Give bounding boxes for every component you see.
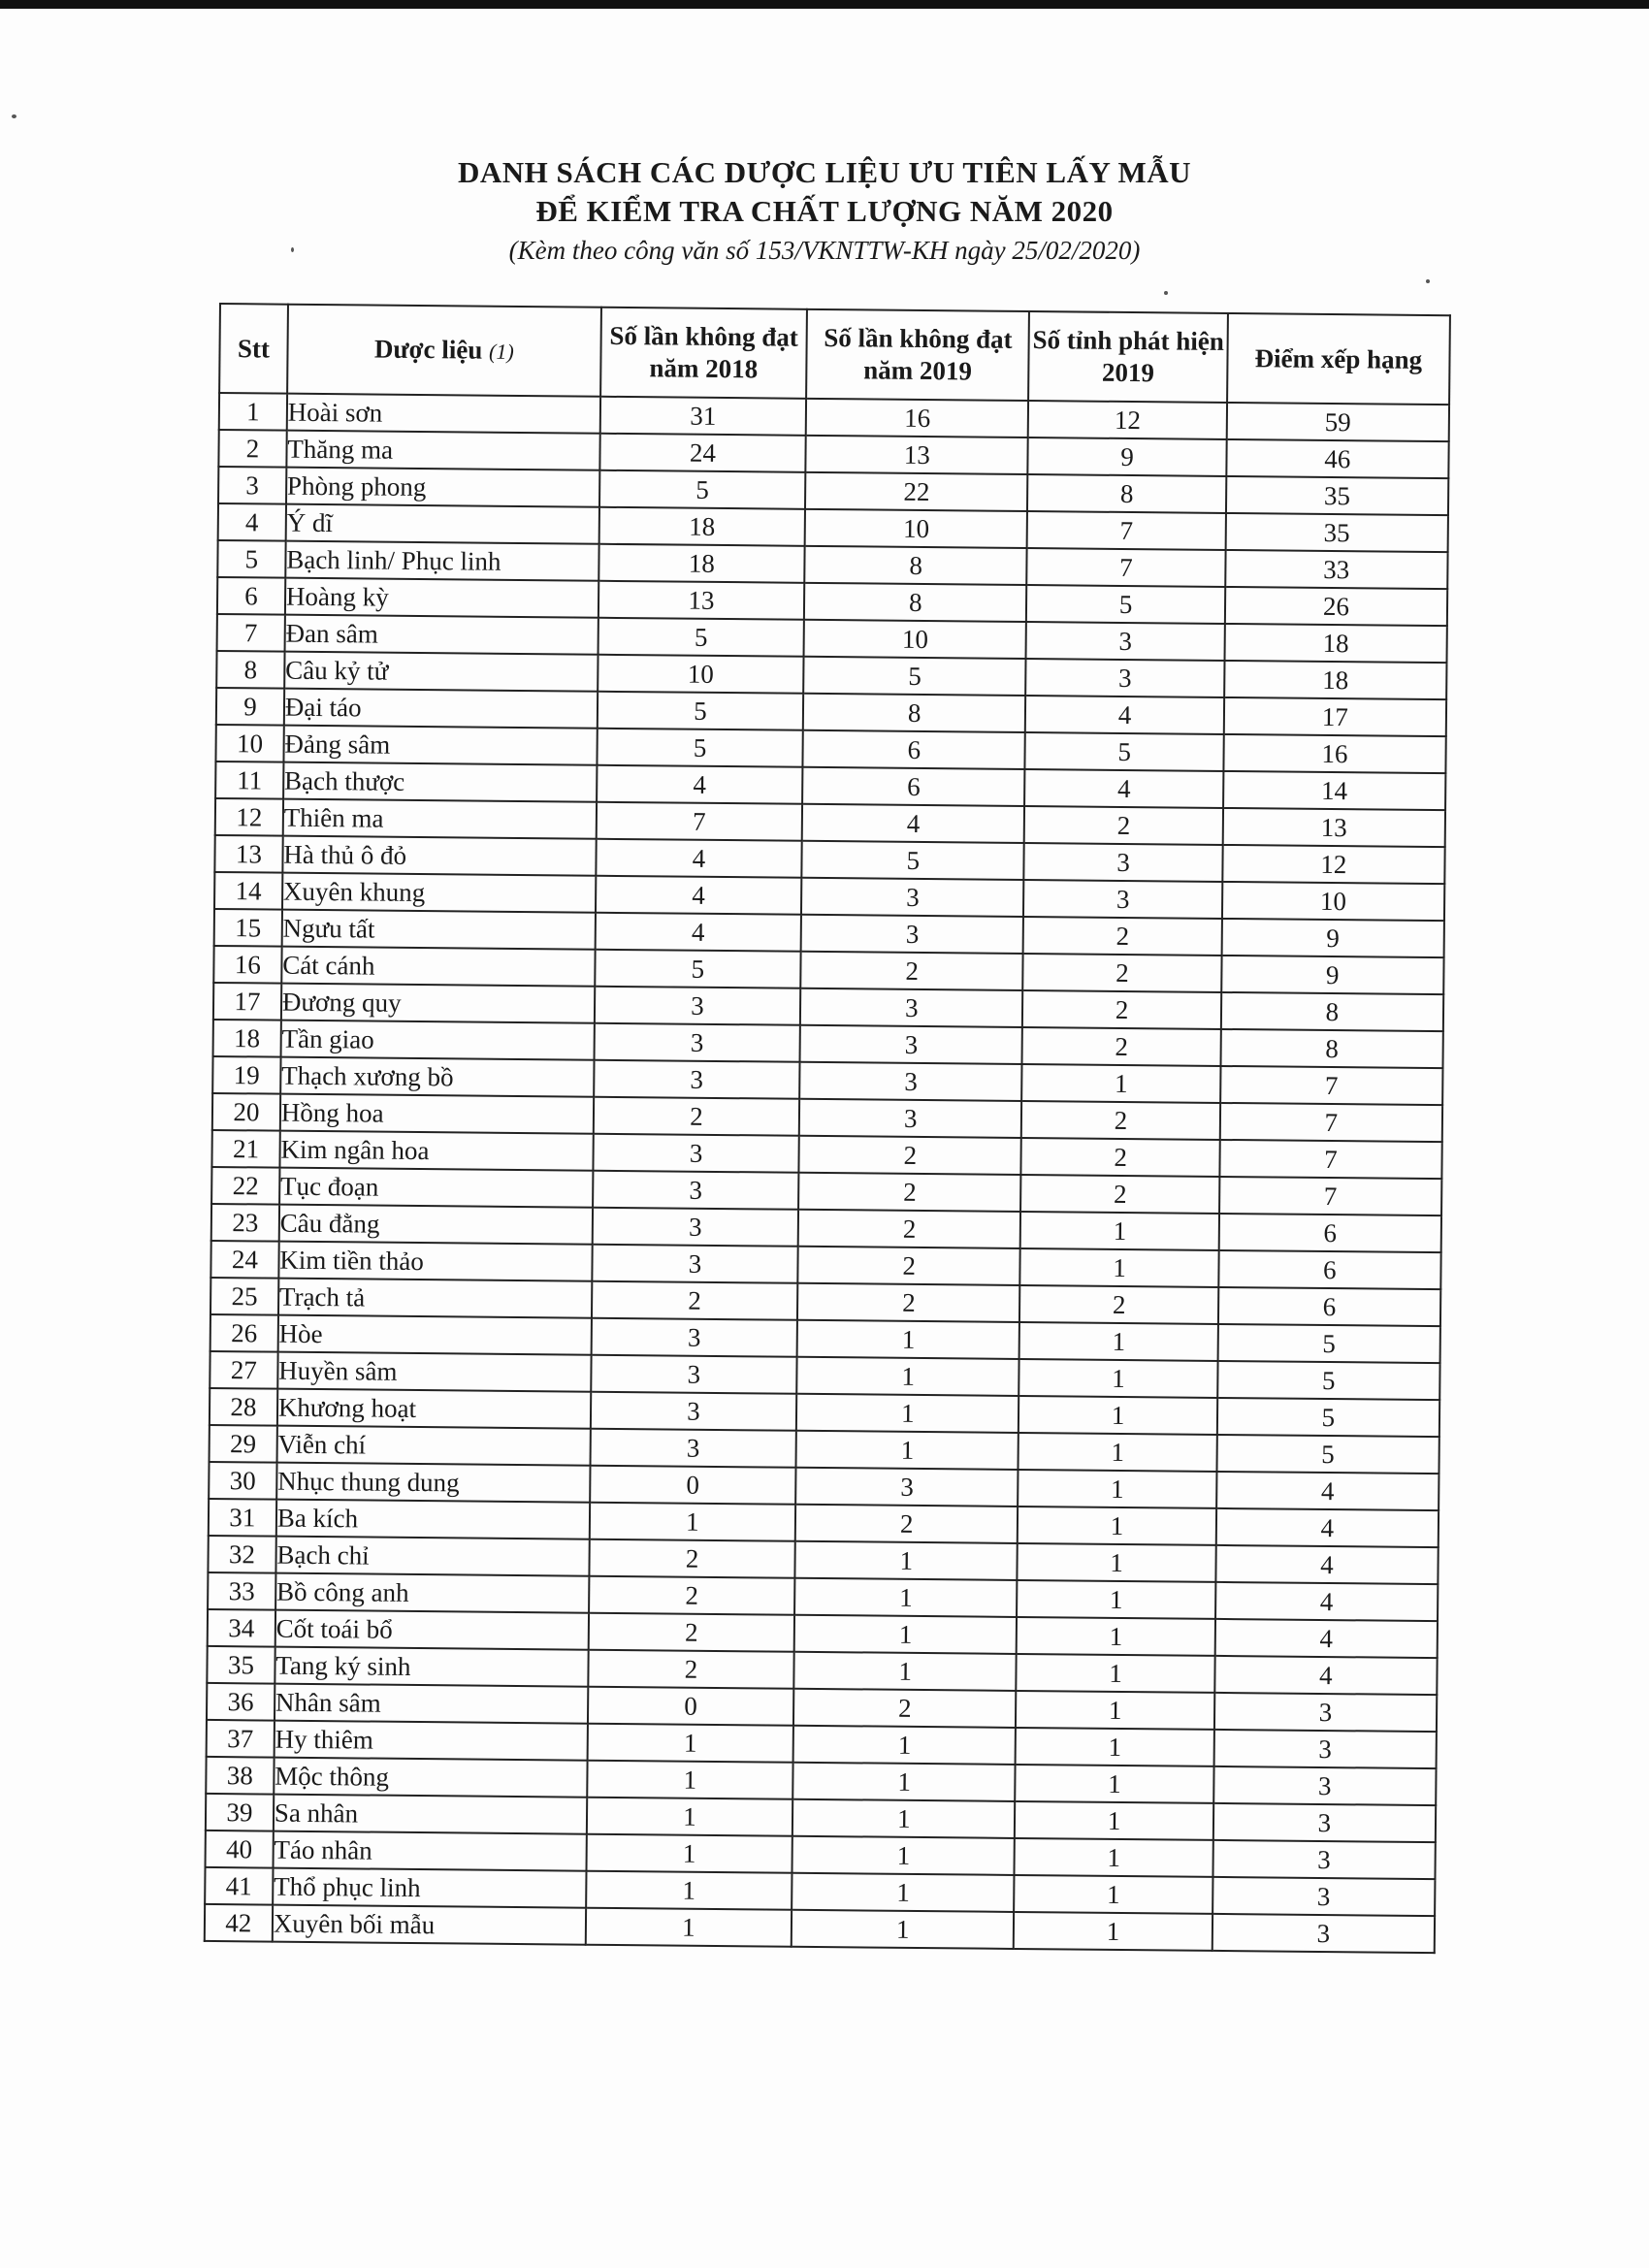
cell-fail-2018: 13	[598, 581, 805, 620]
cell-provinces-2019: 1	[1015, 1801, 1213, 1840]
cell-fail-2019: 16	[806, 399, 1029, 437]
document-subtitle: (Kèm theo công văn số 153/VKNTTW-KH ngày 25/02/2020)	[508, 236, 1141, 265]
cell-stt: 27	[210, 1351, 277, 1389]
cell-stt: 29	[210, 1425, 277, 1463]
cell-provinces-2019: 1	[1020, 1212, 1219, 1250]
cell-score: 13	[1222, 808, 1445, 847]
cell-herb-name: Sa nhân	[274, 1795, 587, 1834]
cell-herb-name: Đan sâm	[284, 615, 598, 655]
footnote-marker: (1)	[488, 339, 514, 364]
cell-provinces-2019: 1	[1018, 1433, 1217, 1472]
scan-speck	[12, 114, 16, 118]
cell-score: 4	[1214, 1656, 1438, 1695]
cell-stt: 37	[207, 1720, 275, 1758]
scan-speck	[1164, 291, 1168, 295]
cell-score: 8	[1221, 992, 1444, 1031]
cell-score: 18	[1224, 661, 1447, 699]
cell-fail-2019: 1	[794, 1578, 1018, 1617]
cell-provinces-2019: 1	[1015, 1838, 1213, 1877]
cell-stt: 38	[206, 1757, 274, 1795]
cell-fail-2019: 1	[795, 1541, 1018, 1580]
cell-fail-2018: 3	[591, 1355, 797, 1394]
column-header-score: Điểm xếp hạng	[1227, 313, 1450, 405]
cell-herb-name: Xuyên bối mẫu	[273, 1905, 586, 1945]
cell-score: 5	[1217, 1361, 1440, 1400]
cell-stt: 22	[211, 1167, 279, 1205]
cell-score: 12	[1222, 845, 1445, 884]
cell-stt: 34	[208, 1609, 275, 1647]
cell-provinces-2019: 1	[1017, 1654, 1215, 1693]
cell-provinces-2019: 2	[1024, 806, 1223, 845]
cell-herb-name: Thổ phục linh	[273, 1868, 586, 1908]
cell-stt: 17	[213, 983, 281, 1021]
cell-fail-2019: 2	[797, 1283, 1020, 1322]
scan-speck	[1426, 279, 1430, 283]
cell-score: 5	[1216, 1435, 1439, 1474]
cell-fail-2018: 1	[586, 1871, 792, 1910]
cell-provinces-2019: 1	[1018, 1507, 1216, 1545]
cell-score: 7	[1219, 1103, 1442, 1142]
cell-herb-name: Đại táo	[284, 689, 598, 729]
cell-herb-name: Xuyên khung	[282, 873, 596, 913]
cell-fail-2018: 5	[598, 692, 804, 730]
cell-provinces-2019: 2	[1022, 1027, 1221, 1066]
cell-score: 26	[1225, 587, 1448, 626]
cell-score: 4	[1215, 1582, 1439, 1621]
cell-score: 16	[1223, 734, 1446, 773]
cell-score: 59	[1226, 403, 1449, 441]
cell-stt: 39	[206, 1794, 274, 1831]
cell-stt: 8	[216, 651, 284, 689]
cell-provinces-2019: 1	[1018, 1470, 1217, 1508]
cell-stt: 13	[214, 835, 282, 873]
cell-score: 18	[1224, 624, 1447, 663]
cell-score: 10	[1222, 882, 1445, 921]
cell-provinces-2019: 4	[1025, 696, 1224, 734]
cell-fail-2019: 2	[800, 952, 1023, 990]
cell-stt: 1	[219, 393, 287, 431]
cell-score: 5	[1217, 1398, 1440, 1437]
cell-herb-name: Mộc thông	[274, 1758, 587, 1798]
cell-fail-2018: 3	[593, 1171, 799, 1210]
cell-provinces-2019: 2	[1023, 917, 1222, 956]
cell-stt: 15	[214, 909, 282, 947]
column-header-stt: Stt	[219, 304, 288, 394]
cell-fail-2019: 1	[793, 1652, 1017, 1691]
cell-herb-name: Đương quy	[281, 984, 595, 1023]
cell-fail-2019: 1	[796, 1357, 1019, 1396]
cell-stt: 5	[217, 540, 285, 578]
cell-provinces-2019: 3	[1026, 622, 1225, 661]
cell-fail-2018: 3	[590, 1429, 796, 1468]
cell-stt: 19	[212, 1056, 280, 1094]
cell-herb-name: Thăng ma	[286, 431, 599, 470]
cell-herb-name: Kim ngân hoa	[279, 1131, 593, 1171]
cell-herb-name: Hà thủ ô đỏ	[282, 836, 596, 876]
cell-fail-2019: 3	[800, 1025, 1023, 1064]
cell-fail-2019: 2	[795, 1505, 1018, 1543]
cell-score: 7	[1220, 1066, 1443, 1105]
cell-stt: 11	[215, 761, 283, 799]
cell-stt: 26	[210, 1314, 278, 1352]
cell-fail-2018: 2	[589, 1539, 795, 1578]
cell-provinces-2019: 7	[1027, 548, 1226, 587]
cell-stt: 28	[210, 1388, 277, 1426]
cell-fail-2019: 2	[793, 1689, 1017, 1728]
cell-fail-2019: 8	[804, 583, 1027, 622]
cell-stt: 24	[210, 1241, 278, 1279]
cell-score: 3	[1212, 1840, 1436, 1879]
cell-fail-2019: 3	[799, 1099, 1022, 1138]
cell-fail-2019: 8	[803, 694, 1026, 732]
cell-fail-2018: 18	[598, 544, 805, 583]
cell-stt: 25	[210, 1278, 278, 1315]
cell-stt: 4	[218, 503, 286, 541]
cell-stt: 35	[207, 1646, 275, 1684]
cell-fail-2019: 1	[793, 1726, 1017, 1765]
cell-herb-name: Đảng sâm	[283, 726, 597, 765]
cell-stt: 42	[205, 1904, 273, 1942]
cell-score: 14	[1223, 771, 1446, 810]
cell-herb-name: Thạch xương bồ	[280, 1057, 594, 1097]
cell-stt: 21	[211, 1130, 279, 1168]
cell-herb-name: Tục đoạn	[279, 1168, 593, 1208]
cell-score: 3	[1212, 1877, 1436, 1916]
cell-fail-2019: 1	[792, 1910, 1015, 1949]
cell-fail-2019: 22	[805, 472, 1028, 511]
cell-stt: 20	[212, 1093, 280, 1131]
cell-herb-name: Câu đằng	[279, 1205, 593, 1245]
cell-score: 3	[1214, 1693, 1438, 1732]
cell-provinces-2019: 1	[1016, 1691, 1214, 1730]
cell-provinces-2019: 5	[1026, 585, 1225, 624]
cell-herb-name: Khương hoạt	[277, 1389, 591, 1429]
cell-herb-name: Nhân sâm	[275, 1684, 588, 1724]
cell-stt: 12	[215, 798, 283, 836]
cell-provinces-2019: 3	[1026, 659, 1225, 697]
cell-fail-2019: 8	[804, 546, 1027, 585]
cell-score: 8	[1220, 1029, 1443, 1068]
cell-fail-2019: 3	[801, 915, 1024, 954]
cell-score: 46	[1226, 439, 1449, 478]
cell-fail-2018: 18	[598, 507, 805, 546]
cell-stt: 33	[208, 1572, 275, 1610]
cell-stt: 3	[218, 467, 286, 504]
cell-fail-2019: 10	[805, 509, 1028, 548]
cell-stt: 30	[209, 1462, 276, 1500]
cell-herb-name: Hòe	[277, 1315, 591, 1355]
cell-stt: 6	[217, 577, 285, 615]
cell-stt: 32	[208, 1536, 275, 1573]
cell-provinces-2019: 9	[1028, 437, 1227, 476]
cell-fail-2019: 5	[803, 657, 1026, 696]
cell-herb-name: Kim tiền thảo	[278, 1242, 592, 1281]
cell-stt: 7	[217, 614, 285, 652]
cell-fail-2018: 3	[594, 1023, 800, 1062]
cell-fail-2019: 1	[792, 1763, 1016, 1801]
cell-fail-2018: 2	[594, 1097, 800, 1136]
cell-fail-2019: 6	[802, 767, 1025, 806]
cell-fail-2018: 3	[593, 1134, 799, 1173]
cell-provinces-2019: 1	[1018, 1543, 1216, 1582]
cell-score: 4	[1214, 1619, 1438, 1658]
column-header-name: Dược liệu (1)	[287, 305, 601, 397]
cell-herb-name: Ngưu tất	[281, 910, 595, 950]
cell-stt: 10	[215, 725, 283, 762]
cell-score: 4	[1216, 1472, 1439, 1510]
cell-provinces-2019: 2	[1022, 990, 1221, 1029]
cell-herb-name: Thiên ma	[283, 799, 597, 839]
cell-score: 3	[1213, 1803, 1437, 1842]
cell-stt: 40	[206, 1831, 274, 1868]
cell-herb-name: Ý dĩ	[285, 504, 598, 544]
cell-fail-2018: 1	[587, 1761, 793, 1799]
cell-fail-2018: 3	[592, 1245, 798, 1283]
cell-fail-2019: 1	[797, 1320, 1020, 1359]
cell-score: 35	[1226, 476, 1449, 515]
cell-stt: 18	[213, 1020, 281, 1057]
cell-fail-2018: 3	[594, 1060, 800, 1099]
cell-provinces-2019: 2	[1019, 1285, 1218, 1324]
cell-fail-2019: 3	[799, 1062, 1022, 1101]
cell-fail-2019: 1	[796, 1394, 1019, 1433]
cell-fail-2018: 2	[589, 1576, 795, 1615]
cell-score: 9	[1221, 956, 1444, 994]
cell-fail-2018: 4	[597, 765, 803, 804]
cell-fail-2018: 5	[597, 729, 803, 767]
cell-provinces-2019: 1	[1019, 1322, 1218, 1361]
cell-herb-name: Tần giao	[280, 1021, 594, 1060]
cell-fail-2019: 3	[800, 988, 1023, 1027]
scan-top-edge	[0, 0, 1649, 9]
cell-fail-2018: 4	[596, 876, 802, 915]
cell-herb-name: Hoàng kỳ	[285, 578, 598, 618]
cell-fail-2019: 3	[801, 878, 1024, 917]
cell-fail-2018: 3	[592, 1208, 798, 1247]
cell-provinces-2019: 1	[1016, 1765, 1214, 1803]
cell-fail-2019: 13	[805, 436, 1028, 474]
cell-fail-2018: 3	[595, 987, 801, 1025]
cell-provinces-2019: 1	[1020, 1248, 1219, 1287]
cell-fail-2019: 1	[796, 1431, 1019, 1470]
cell-herb-name: Bồ công anh	[275, 1573, 589, 1613]
cell-herb-name: Hồng hoa	[280, 1094, 594, 1134]
cell-fail-2019: 1	[792, 1799, 1016, 1838]
cell-herb-name: Phòng phong	[286, 468, 599, 507]
column-header-fail-2019: Số lần không đạt năm 2019	[806, 309, 1029, 401]
cell-provinces-2019: 1	[1018, 1396, 1217, 1435]
cell-herb-name: Cốt toái bổ	[275, 1610, 589, 1650]
cell-fail-2018: 5	[599, 470, 806, 509]
cell-score: 7	[1219, 1177, 1442, 1215]
cell-herb-name: Trạch tả	[278, 1279, 592, 1318]
cell-herb-name: Nhục thung dung	[276, 1463, 590, 1503]
cell-provinces-2019: 8	[1027, 474, 1226, 513]
cell-fail-2019: 5	[801, 841, 1024, 880]
cell-herb-name: Bạch linh/ Phục linh	[285, 541, 598, 581]
cell-score: 3	[1213, 1730, 1437, 1768]
cell-provinces-2019: 4	[1024, 769, 1223, 808]
cell-fail-2019: 2	[798, 1173, 1021, 1212]
cell-fail-2019: 10	[804, 620, 1027, 659]
cell-fail-2018: 2	[588, 1650, 794, 1689]
column-header-provinces-2019: Số tỉnh phát hiện 2019	[1028, 311, 1227, 403]
cell-fail-2018: 3	[591, 1392, 797, 1431]
cell-fail-2019: 3	[795, 1468, 1018, 1507]
cell-score: 33	[1225, 550, 1448, 589]
cell-score: 5	[1217, 1324, 1440, 1363]
cell-provinces-2019: 1	[1014, 1912, 1212, 1951]
cell-herb-name: Tang ký sinh	[275, 1647, 588, 1687]
cell-fail-2018: 2	[592, 1281, 798, 1320]
cell-score: 35	[1225, 513, 1448, 552]
cell-fail-2019: 6	[803, 730, 1026, 769]
cell-score: 7	[1219, 1140, 1442, 1179]
cell-herb-name: Bạch thược	[283, 762, 597, 802]
cell-fail-2019: 1	[792, 1873, 1015, 1912]
cell-fail-2018: 1	[587, 1798, 793, 1836]
cell-stt: 16	[213, 946, 281, 984]
cell-fail-2018: 7	[596, 802, 802, 841]
cell-score: 6	[1218, 1214, 1441, 1252]
cell-fail-2018: 1	[586, 1834, 792, 1873]
column-header-fail-2018: Số lần không đạt năm 2018	[600, 308, 807, 399]
cell-fail-2019: 1	[794, 1615, 1018, 1654]
cell-fail-2018: 4	[596, 839, 802, 878]
cell-provinces-2019: 3	[1024, 843, 1223, 882]
cell-herb-name: Hy thiêm	[274, 1721, 587, 1761]
table-header-row	[219, 304, 1450, 405]
cell-fail-2018: 31	[599, 397, 806, 436]
cell-fail-2019: 2	[799, 1136, 1022, 1175]
cell-fail-2018: 10	[598, 655, 804, 694]
cell-provinces-2019: 1	[1019, 1359, 1218, 1398]
cell-herb-name: Viễn chí	[276, 1426, 590, 1466]
cell-fail-2019: 4	[802, 804, 1025, 843]
cell-herb-name: Táo nhân	[273, 1831, 586, 1871]
cell-stt: 23	[211, 1204, 279, 1242]
document-title-line1: DANH SÁCH CÁC DƯỢC LIỆU ƯU TIÊN LẤY MẪU	[457, 155, 1192, 189]
cell-fail-2018: 1	[587, 1724, 793, 1763]
cell-provinces-2019: 12	[1028, 401, 1227, 439]
cell-stt: 36	[207, 1683, 275, 1721]
cell-provinces-2019: 2	[1021, 1138, 1220, 1177]
cell-provinces-2019: 2	[1020, 1175, 1219, 1214]
cell-score: 9	[1221, 919, 1444, 957]
cell-stt: 14	[214, 872, 282, 910]
cell-fail-2018: 5	[595, 950, 801, 988]
cell-provinces-2019: 3	[1023, 880, 1222, 919]
cell-score: 3	[1212, 1914, 1435, 1953]
cell-score: 4	[1215, 1508, 1439, 1547]
cell-score: 17	[1223, 697, 1446, 736]
cell-fail-2018: 1	[586, 1908, 792, 1947]
cell-provinces-2019: 1	[1016, 1728, 1214, 1766]
cell-provinces-2019: 7	[1027, 511, 1226, 550]
cell-herb-name: Ba kích	[276, 1500, 590, 1539]
cell-score: 4	[1215, 1545, 1439, 1584]
cell-herb-name: Cát cánh	[281, 947, 595, 987]
cell-stt: 2	[218, 430, 286, 468]
cell-fail-2018: 4	[595, 913, 801, 952]
herb-priority-table	[204, 303, 1451, 1954]
document-title-line2: ĐỂ KIỂM TRA CHẤT LƯỢNG NĂM 2020	[535, 194, 1114, 228]
cell-score: 6	[1218, 1287, 1441, 1326]
cell-provinces-2019: 1	[1022, 1064, 1221, 1103]
cell-provinces-2019: 1	[1015, 1875, 1213, 1914]
cell-score: 3	[1213, 1766, 1437, 1805]
cell-fail-2018: 24	[599, 434, 806, 472]
cell-stt: 31	[209, 1499, 276, 1537]
cell-fail-2018: 0	[590, 1466, 796, 1505]
cell-fail-2018: 0	[588, 1687, 794, 1726]
cell-provinces-2019: 2	[1023, 954, 1222, 992]
cell-score: 6	[1218, 1250, 1441, 1289]
cell-herb-name: Hoài sơn	[287, 394, 600, 434]
cell-fail-2018: 3	[591, 1318, 797, 1357]
cell-herb-name: Bạch chỉ	[275, 1537, 589, 1576]
cell-fail-2018: 5	[598, 618, 804, 657]
cell-stt: 41	[205, 1867, 273, 1905]
cell-stt: 9	[216, 688, 284, 726]
cell-provinces-2019: 1	[1017, 1580, 1215, 1619]
cell-provinces-2019: 1	[1017, 1617, 1215, 1656]
cell-fail-2018: 2	[588, 1613, 794, 1652]
cell-fail-2018: 1	[590, 1503, 796, 1541]
cell-provinces-2019: 5	[1025, 732, 1224, 771]
cell-fail-2019: 2	[797, 1247, 1020, 1285]
cell-fail-2019: 1	[792, 1836, 1016, 1875]
cell-provinces-2019: 2	[1021, 1101, 1220, 1140]
cell-herb-name: Câu kỷ tử	[284, 652, 598, 692]
cell-fail-2019: 2	[798, 1210, 1021, 1248]
cell-herb-name: Huyền sâm	[277, 1352, 591, 1392]
